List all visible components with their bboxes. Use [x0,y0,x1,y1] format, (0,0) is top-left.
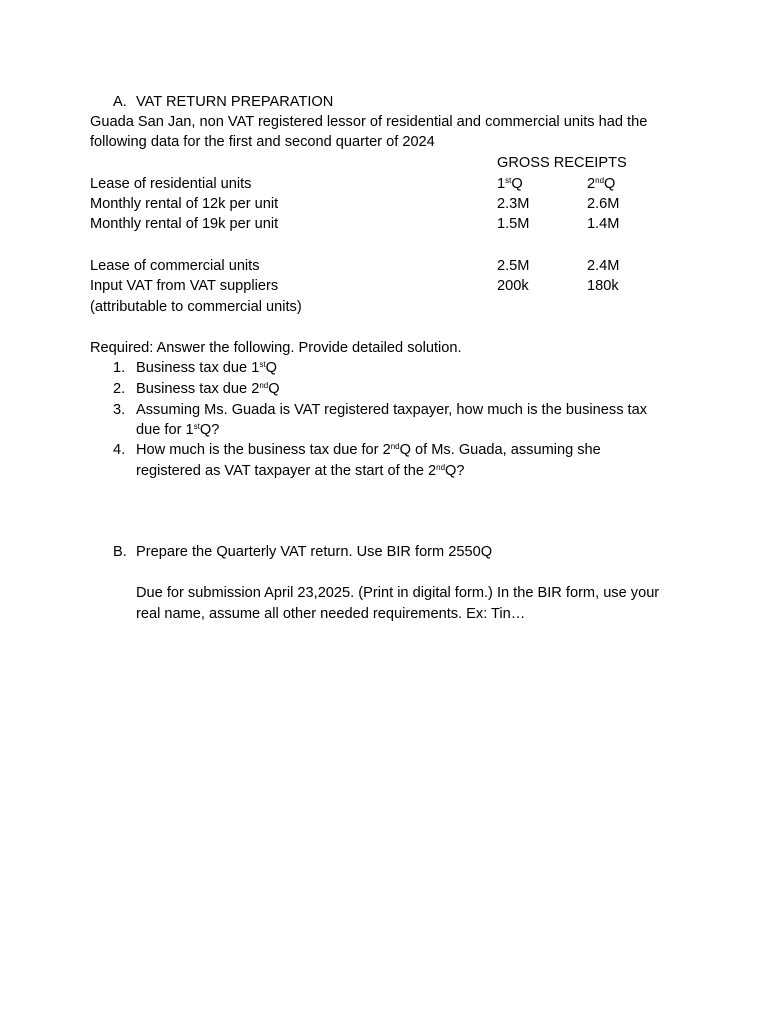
item-3-number: 3. [113,402,126,418]
row-commercial-label: Lease of commercial units [90,258,260,274]
row-12k-label: Monthly rental of 12k per unit [90,196,279,212]
row-input-vat-label: Input VAT from VAT suppliers [90,278,279,294]
item-4-line-2: registered as VAT taxpayer at the start of the 2ndQ? [136,463,465,479]
gross-receipts-header: GROSS RECEIPTS [497,155,627,171]
required-intro: Required: Answer the following. Provide detailed solution. [90,340,462,356]
intro-line-2: following data for the first and second quarter of 2024 [90,134,435,150]
row-12k-q1: 2.3M [497,196,530,212]
item-4-line-1: How much is the business tax due for 2ndQ of Ms. Guada, assuming she [136,442,601,458]
item-1-number: 1. [113,360,126,376]
item-2-number: 2. [113,381,126,397]
section-a-heading: VAT RETURN PREPARATION [136,94,334,110]
row-residential-label: Lease of residential units [90,176,252,192]
item-1-text: Business tax due 1stQ [136,360,277,376]
section-b-note-line-2: real name, assume all other needed requirements. Ex: Tin… [136,606,526,622]
row-19k-q2: 1.4M [587,216,620,232]
row-19k-label: Monthly rental of 19k per unit [90,216,279,232]
row-12k-q2: 2.6M [587,196,620,212]
row-input-vat-q2: 180k [587,278,619,294]
intro-line-1: Guada San Jan, non VAT registered lessor of residential and commercial units had the [90,114,648,130]
col-header-q2: 2ndQ [587,176,616,192]
row-attributable-label: (attributable to commercial units) [90,299,302,315]
row-commercial-q2: 2.4M [587,258,620,274]
item-3-line-2: due for 1stQ? [136,422,220,438]
section-a-marker: A. [113,94,127,110]
section-b-heading: Prepare the Quarterly VAT return. Use BIR form 2550Q [136,544,493,560]
item-3-line-1: Assuming Ms. Guada is VAT registered taxpayer, how much is the business tax [136,402,648,418]
row-commercial-q1: 2.5M [497,258,530,274]
item-4-number: 4. [113,442,126,458]
item-2-text: Business tax due 2ndQ [136,381,280,397]
col-header-q1: 1stQ [497,176,523,192]
row-19k-q1: 1.5M [497,216,530,232]
section-b-marker: B. [113,544,127,560]
section-b-note-line-1: Due for submission April 23,2025. (Print in digital form.) In the BIR form, use your [136,585,660,601]
row-input-vat-q1: 200k [497,278,529,294]
